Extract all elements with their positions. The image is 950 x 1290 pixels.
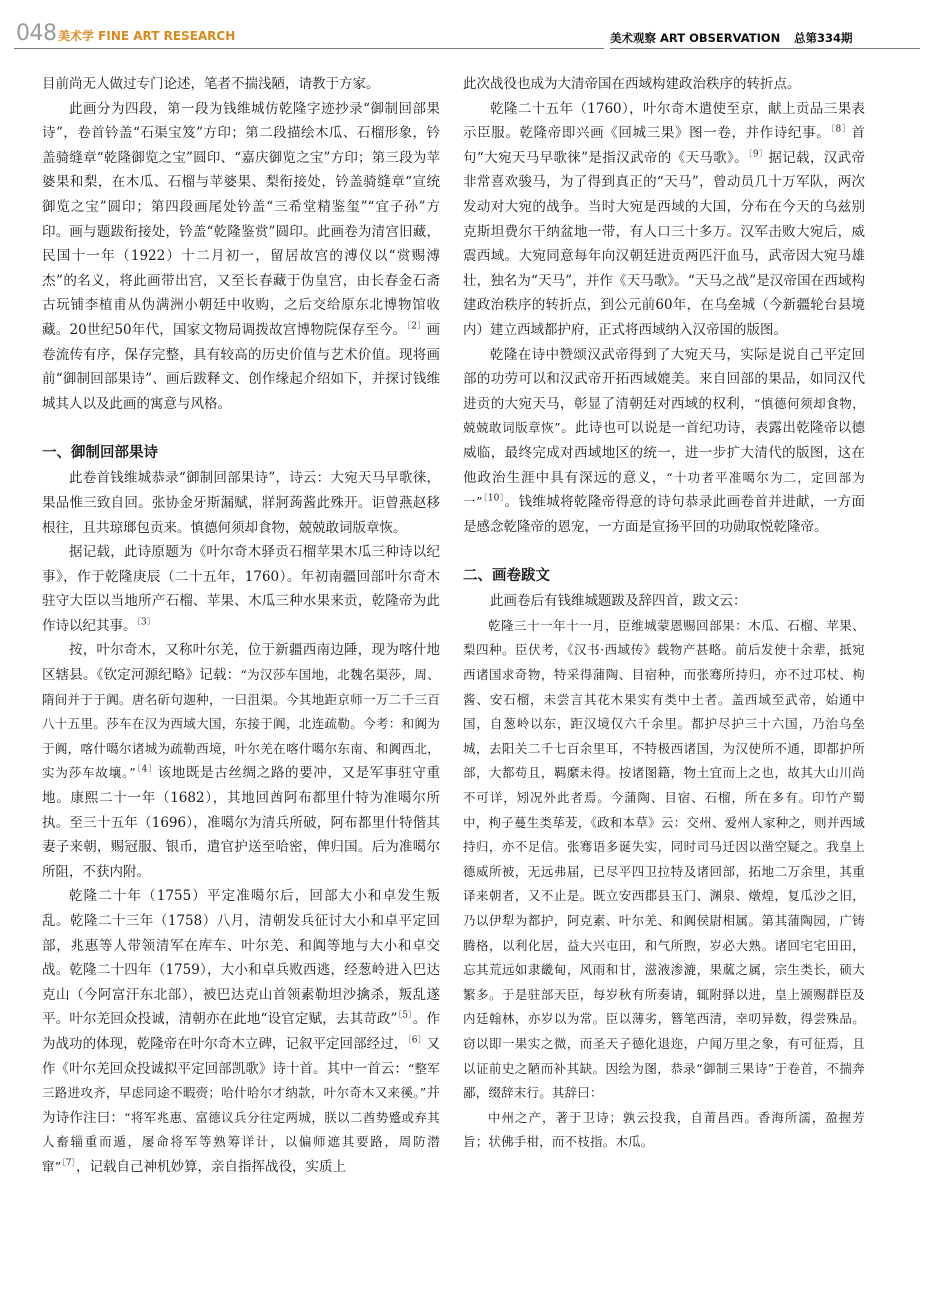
page-header xyxy=(0,0,950,56)
inscription-verse: 中州之产，著于卫诗；孰云投我，自莆昌西。香海所濡，盈握芳旨；状佛手柑，而不枝指。木瓜。 xyxy=(463,1109,865,1150)
text: 乾隆二十年（1755）平定准噶尔后，回部大小和卓发生叛乱。乾隆二十三年（1758）八月，清朝发兵征讨大小和卓平定回部，兆惠等人带领清军在库车、叶尔羌、和阗等地与大小和卓交战。乾隆二十四年（1759），大小和卓兵败西逃，经葱岭进入巴达克山（今阿富汗东北部），被巴达克山首领素勒坦沙擒杀，叛乱遂平。叶尔羌回众投诚，清朝亦在此地“设官定赋，去其苛政” xyxy=(42,888,440,1028)
footnote-ref: 〔9〕 xyxy=(748,149,769,160)
paragraph xyxy=(42,884,440,1179)
text: 该地既是古丝绸之路的要冲，又是军事驻守重地。康熙二十一年（1682），其地回酋阿布都里什特为准噶尔所执。至三十五年（1696），准噶尔为清兵所破，阿布都里什特偕其妻子来朝，赐冠服、银币，遣官护送至哈密，俾归国。后为准噶尔所阻，不获内附。 xyxy=(42,765,440,880)
left-column xyxy=(42,72,440,1180)
text: 据记载，此诗原题为《叶尔奇木驿贡石榴苹果木瓜三种诗以纪事》，作于乾隆庚辰（二十五年，1760）。年初南疆回部叶尔奇木驻守大臣以当地所产石榴、苹果、木瓜三种水果来贡，乾隆帝为此作诗以纪其事。 xyxy=(42,544,440,634)
footnote-ref: 〔7〕 xyxy=(61,1158,77,1169)
text: ，记载自己神机妙算，亲自指挥战役，实质上 xyxy=(76,1158,347,1175)
text: 首句“大宛天马早歌徕”是指汉武帝的《天马歌》。 xyxy=(463,125,865,166)
paragraph xyxy=(463,343,865,540)
footnote-ref: 〔3〕 xyxy=(136,617,156,628)
section-title: 美术观察 ART OBSERVATION xyxy=(610,31,781,45)
paragraph: 此次战役也成为大清帝国在西域构建政治秩序的转折点。 xyxy=(463,76,801,92)
footnote-ref: 〔2〕 xyxy=(406,321,427,332)
paragraph: 此画卷后有钱维城题跋及辞四首，跋文云： xyxy=(490,593,747,610)
journal-name: 美术学 FINE ART RESEARCH xyxy=(58,29,236,43)
text: 并为诗作注曰： xyxy=(42,1085,441,1126)
page-number: 048 xyxy=(16,21,57,46)
paragraph: 此卷首钱维城恭录“御制回部果诗”，诗云：大宛天马早歌徕，果品惟三致自回。张协金牙斯漏赋，牂牁蒟酱此殊开。讵曾燕赵移根往，且共琼瑯包贡来。慎德何须却食物，兢兢敢词版章恢。 xyxy=(42,470,440,536)
footnote-ref: 〔10〕 xyxy=(482,493,505,504)
text: 。作为战功的体现，乾隆帝在叶尔奇木立碑，记叙平定回部经过， xyxy=(42,1011,441,1052)
header-rule-left xyxy=(14,48,604,49)
text: 乾隆在诗中赞颂汉武帝得到了大宛天马，实际是说自己平定回部的功劳可以和汉武帝开拓西域媲美。来自回部的果品，如同汉代进贡的大宛天马，彰显了清朝廷对西域的权利， xyxy=(463,346,865,412)
footnote-ref: 〔8〕 xyxy=(830,124,852,135)
section-heading: 一、御制回部果诗 xyxy=(42,445,158,462)
quotation: “将军兆惠、富德议兵分往定两城，朕以二酋势蹙或弃其人畜辎重而遁，屡命将军等熟筹详计，以偏师遮其要路，周防潜窜” xyxy=(42,1109,440,1174)
section-heading: 二、画卷跋文 xyxy=(463,568,550,585)
inscription-text: 乾隆三十一年十一月，臣维城蒙恩赐回部果：木瓜、石榴、苹果、梨四种。臣伏考，《汉书·西域传》载物产甚略。前后发使十余辈，抵宛西诸国求奇物，特采得蒲陶、目宿种，而张骞所持归，亦不过邛杖、枸酱、安石榴，未尝言其花木果实有类中土者。盖西域至武帝，始通中国，自葱岭以东，距汉境仅六千余里。都护尽护三十六国，乃治乌垒城，去阳关二千七百余里耳，不特极西诸国，为汉使所不通，即都护所部，大都苟且，羁縻未得。按诸图籍，物土宜而上之也，故其大山川尚不可详，矧况外此者焉。今蒲陶、目宿、石榴，所在多有。印竹产蜀中，枸子蔓生类荜茇，《政和本草》云：交州、爱州人家种之，则并西域持归，亦不足信。张骞语多诞失实，同时司马迁因以凿空疑之。我皇上德威所被，无远弗届，已尽平四卫拉特及诸回部，拓地二万余里，其重译来朝者，又不止是。既立安西郡县玉门、渊泉、燉煌，复瓜沙之旧，乃以伊犁为都护，阿克素、叶尔羌、和阗侯尉相属。第其蒲陶园，广铸腾格，以利化居，益大兴屯田，和气所煦，岁必大熟。诸回宅宅田田，忘其荒远如隶畿甸，风雨和甘，滋液渗漉，果蓏之属，宗生类长，硕大繁多。于是驻部天臣，每岁秋有所奏请，辄附驿以进，皇上颁赐群臣及内廷翰林，亦岁以为常。臣以薄劣，簪笔西清，幸叨异数，得尝殊品。窃以即一果实之微，而圣天子德化退迩，户闻万里之象，有可征焉，且以证前史之陋而补其缺。因绘为图，恭录“御制三果诗”于卷首，不揣奔鄙，缀辞末行。其辞曰： xyxy=(463,617,865,1101)
quotation: “十功者平准噶尔为二，定回部为一” xyxy=(463,469,865,510)
footnote-ref: 〔6〕 xyxy=(407,1035,427,1046)
header-rule-right xyxy=(610,48,920,49)
text: 。此诗也可以说是一首纪功诗，表露出乾隆帝以德威临，最终完成对西域地区的统一，进一步扩大清代的版图，这在他政治生涯中具有深远的意义， xyxy=(463,420,866,486)
footnote-ref: 〔5〕 xyxy=(397,1010,413,1021)
paragraph xyxy=(463,97,865,343)
text: 据记载，汉武帝非常喜欢骏马，为了得到真正的“天马”，曾动员几十万军队，两次发动对大宛的战争。当时大宛是西域的大国，分布在今天的乌兹别克斯坦费尔干纳盆地一带，有人口三十多万。汉军击败大宛后，威震西域。大宛同意每年向汉朝廷进贡两匹汗血马，武帝因大宛马雄壮，独名为“天马”，并作《天马歌》。“天马之战”是汉帝国在西域构建政治秩序的转折点，到公元前60年，在乌垒城（今新疆轮台县境内）建立西域都护府，正式将西域纳入汉帝国的版图。 xyxy=(463,149,865,338)
paragraph xyxy=(42,97,440,417)
text: 画卷流传有序，保存完整，具有较高的历史价值与艺术价值。现将画前“御制回部果诗”、画后跋释文、创作缘起介绍如下，并探讨钱维城其人以及此画的寓意与风格。 xyxy=(42,321,441,412)
text: 按，叶尔奇木，又称叶尔羌，位于新疆西南边陲，现为喀什地区辖县。《钦定河源纪略》记载： xyxy=(42,642,440,684)
text: 又作《叶尔羌回众投诚拟平定回部凯歌》诗十首。其中一首云： xyxy=(42,1035,441,1077)
paragraph xyxy=(42,638,440,884)
paragraph: 目前尚无人做过专门论述，笔者不揣浅陋，请教于方家。 xyxy=(42,76,380,92)
quotation: “为汉莎车国地，北魏名渠莎，周、隋间并于于阗。唐名斫句迦种，一曰沮渠。今其地距京师一万二千三百八十五里。莎车在汉为西域大国，东接于阗，北连疏勒。今考：和阗为于阗，喀什噶尔诸城为疏勒西境，叶尔羌在喀什噶尔东南、和阗西北，实为莎车故壤。” xyxy=(42,667,440,781)
right-column xyxy=(463,72,865,1155)
text: 此画分为四段，第一段为钱维城仿乾隆字迹抄录“御制回部果诗”，卷首钤盖“石渠宝笈”方印；第二段描绘木瓜、石榴形象，钤盖骑缝章“乾隆御览之宝”圆印、“嘉庆御览之宝”方印；第三段为苹婆果和梨，在木瓜、石榴与苹婆果、梨衔接处，钤盖骑缝章“宣统御览之宝”圆印；第四段画尾处钤盖“三希堂精鉴玺”“宜子孙”方印。画与题跋衔接处，钤盖“乾隆鉴赏”圆印。此画卷为清宫旧藏，民国十一年（1922）十二月初一，留居故宫的溥仪以“赏赐溥杰”的名义，将此画带出宫，又至长春藏于伪皇宫，由长春金石斋古玩铺李植甫从伪满洲小朝廷中收购，之后交给原东北博物馆收藏。20世纪50年代，国家文物局调拨故宫博物院保存至今。 xyxy=(42,100,440,338)
paragraph xyxy=(42,540,440,638)
footnote-ref: 〔4〕 xyxy=(135,764,158,775)
issue-number: 总第334期 xyxy=(794,31,853,45)
quotation: “慎德何须却食物，兢兢敢词版章恢” xyxy=(463,395,866,436)
quotation: “整军三路进攻齐，早虑同途不暇赍；哈什哈尔才纳款，叶尔奇木又来徯。” xyxy=(42,1060,441,1101)
text: 。钱维城将乾隆帝得意的诗句恭录此画卷首并进献，一方面是感念乾隆帝的恩宠，一方面是宣扬平回的功勋取悦乾隆帝。 xyxy=(463,494,865,535)
text: 乾隆二十五年（1760），叶尔奇木遣使至京，献上贡品三果表示臣服。乾隆帝即兴画《回城三果》图一卷，并作诗纪事。 xyxy=(463,100,865,142)
